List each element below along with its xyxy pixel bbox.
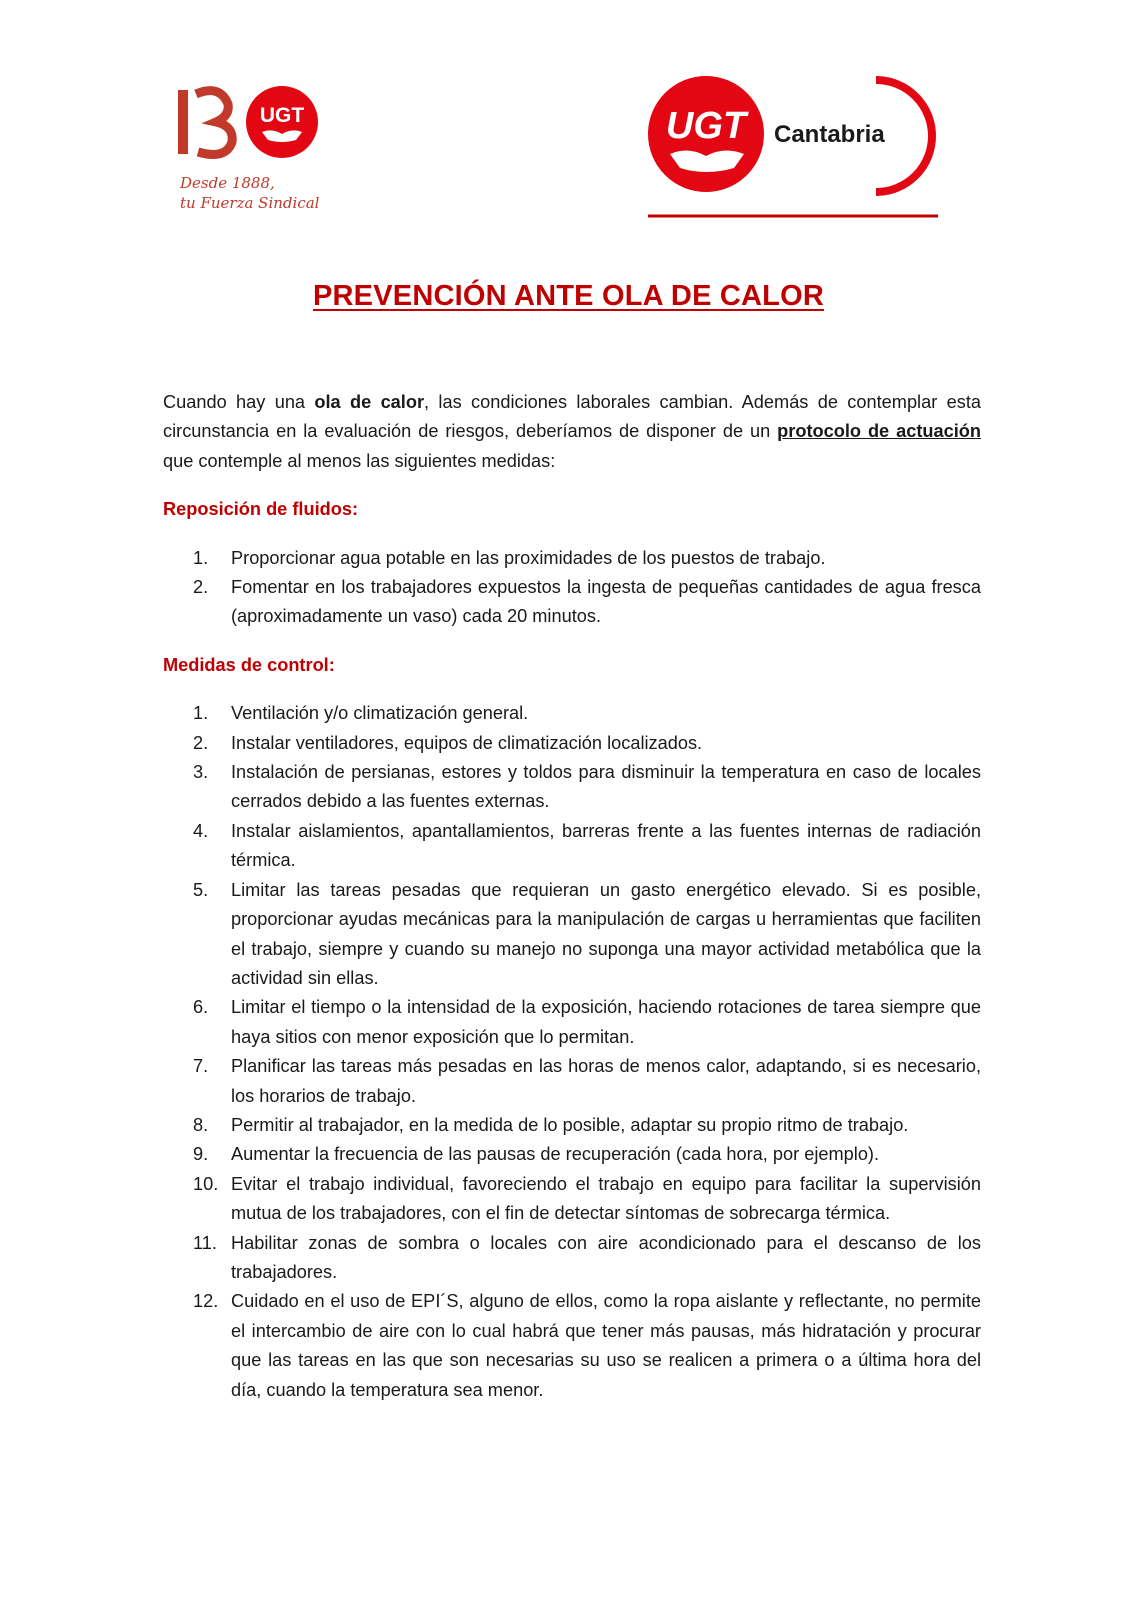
list-item: 8. Permitir al trabajador, en la medida de lo posible, adaptar su propio ritmo de trabajo. [193,1114,909,1135]
bold-ola-de-calor: ola de calor [314,392,425,412]
ugt-badge-text: UGT [259,104,305,127]
list-item: 7. Planificar las tareas más pesadas en las horas de menos calor, adaptando, si es necesario, los horarios de trabajo. [193,1056,981,1106]
ugt-130-logo [178,82,328,222]
list-item: 1. Ventilación y/o climatización general. [193,703,529,724]
protocolo-actuacion-text: protocolo de actuación [777,421,981,442]
list-item: 2. Fomentar en los trabajadores expuestos la ingesta de pequeñas cantidades de agua fresca (aproximadamente un vaso) cada 20 minutos. [193,577,981,627]
list-item: 9. Aumentar la frecuencia de las pausas de recuperación (cada hora, por ejemplo). [193,1144,880,1165]
list-item: 2. Instalar ventiladores, equipos de climatización localizados. [193,732,703,753]
list-item: 3. Instalación de persianas, estores y toldos para disminuir la temperatura en caso de locales cerrados debido a las fuentes externas. [193,762,981,812]
list-item: 5. Limitar las tareas pesadas que requieran un gasto energético elevado. Si es posible, proporcionar ayudas mecánicas para la manipulación de cargas u herramientas que faciliten el trabajo, siempre y cuando su manejo no suponga una mayor actividad metabólica que la actividad sin ellas. [193,879,981,988]
130-anniversary-mark [178,86,318,158]
ugt-cantabria-logo [648,76,958,226]
list-control [163,699,981,1405]
list-item: 1. Proporcionar agua potable en las proximidades de los puestos de trabajo. [193,547,826,568]
tagline-line1: Desde 1888, [180,174,275,192]
ugt-badge-text-right: UGT [665,105,747,147]
region-name: Cantabria [774,121,885,148]
list-item: 12. Cuidado en el uso de EPI´S, alguno de ellos, como la ropa aislante y reflectante, no permite el intercambio de aire con lo cual habrá que tener más pausas, más hidratación y procurar que las tareas en las que son necesarias su uso se realicen a primera o a última hora del día, cuando la temperatura sea menor. [193,1291,981,1400]
section-heading-control: Medidas de control: [163,654,335,675]
document-body [163,388,981,1405]
tagline-line2: tu Fuerza Sindical [180,194,320,212]
list-fluidos [163,544,981,632]
list-item: 4. Instalar aislamientos, apantallamientos, barreras frente a las fuentes internas de radiación térmica. [193,820,981,871]
intro-paragraph: Cuando hay una ola de calor, las condiciones laborales cambian. Además de contemplar esta circunstancia en la evaluación de riesgos, deberíamos de disponer de un protocolo de actuación que contemple al menos las siguientes medidas: [163,392,981,471]
section-heading-fluidos: Reposición de fluidos: [163,499,359,520]
page-title: PREVENCIÓN ANTE OLA DE CALOR [313,280,824,312]
list-item: 6. Limitar el tiempo o la intensidad de la exposición, haciendo rotaciones de tarea siempre que haya sitios con menor exposición que lo permitan. [193,997,981,1047]
list-item: 11. Habilitar zonas de sombra o locales con aire acondicionado para el descanso de los trabajadores. [193,1232,981,1282]
list-item: 10. Evitar el trabajo individual, favoreciendo el trabajo en equipo para facilitar la supervisión mutua de los trabajadores, con el fin de detectar síntomas de sobrecarga térmica. [193,1173,981,1224]
